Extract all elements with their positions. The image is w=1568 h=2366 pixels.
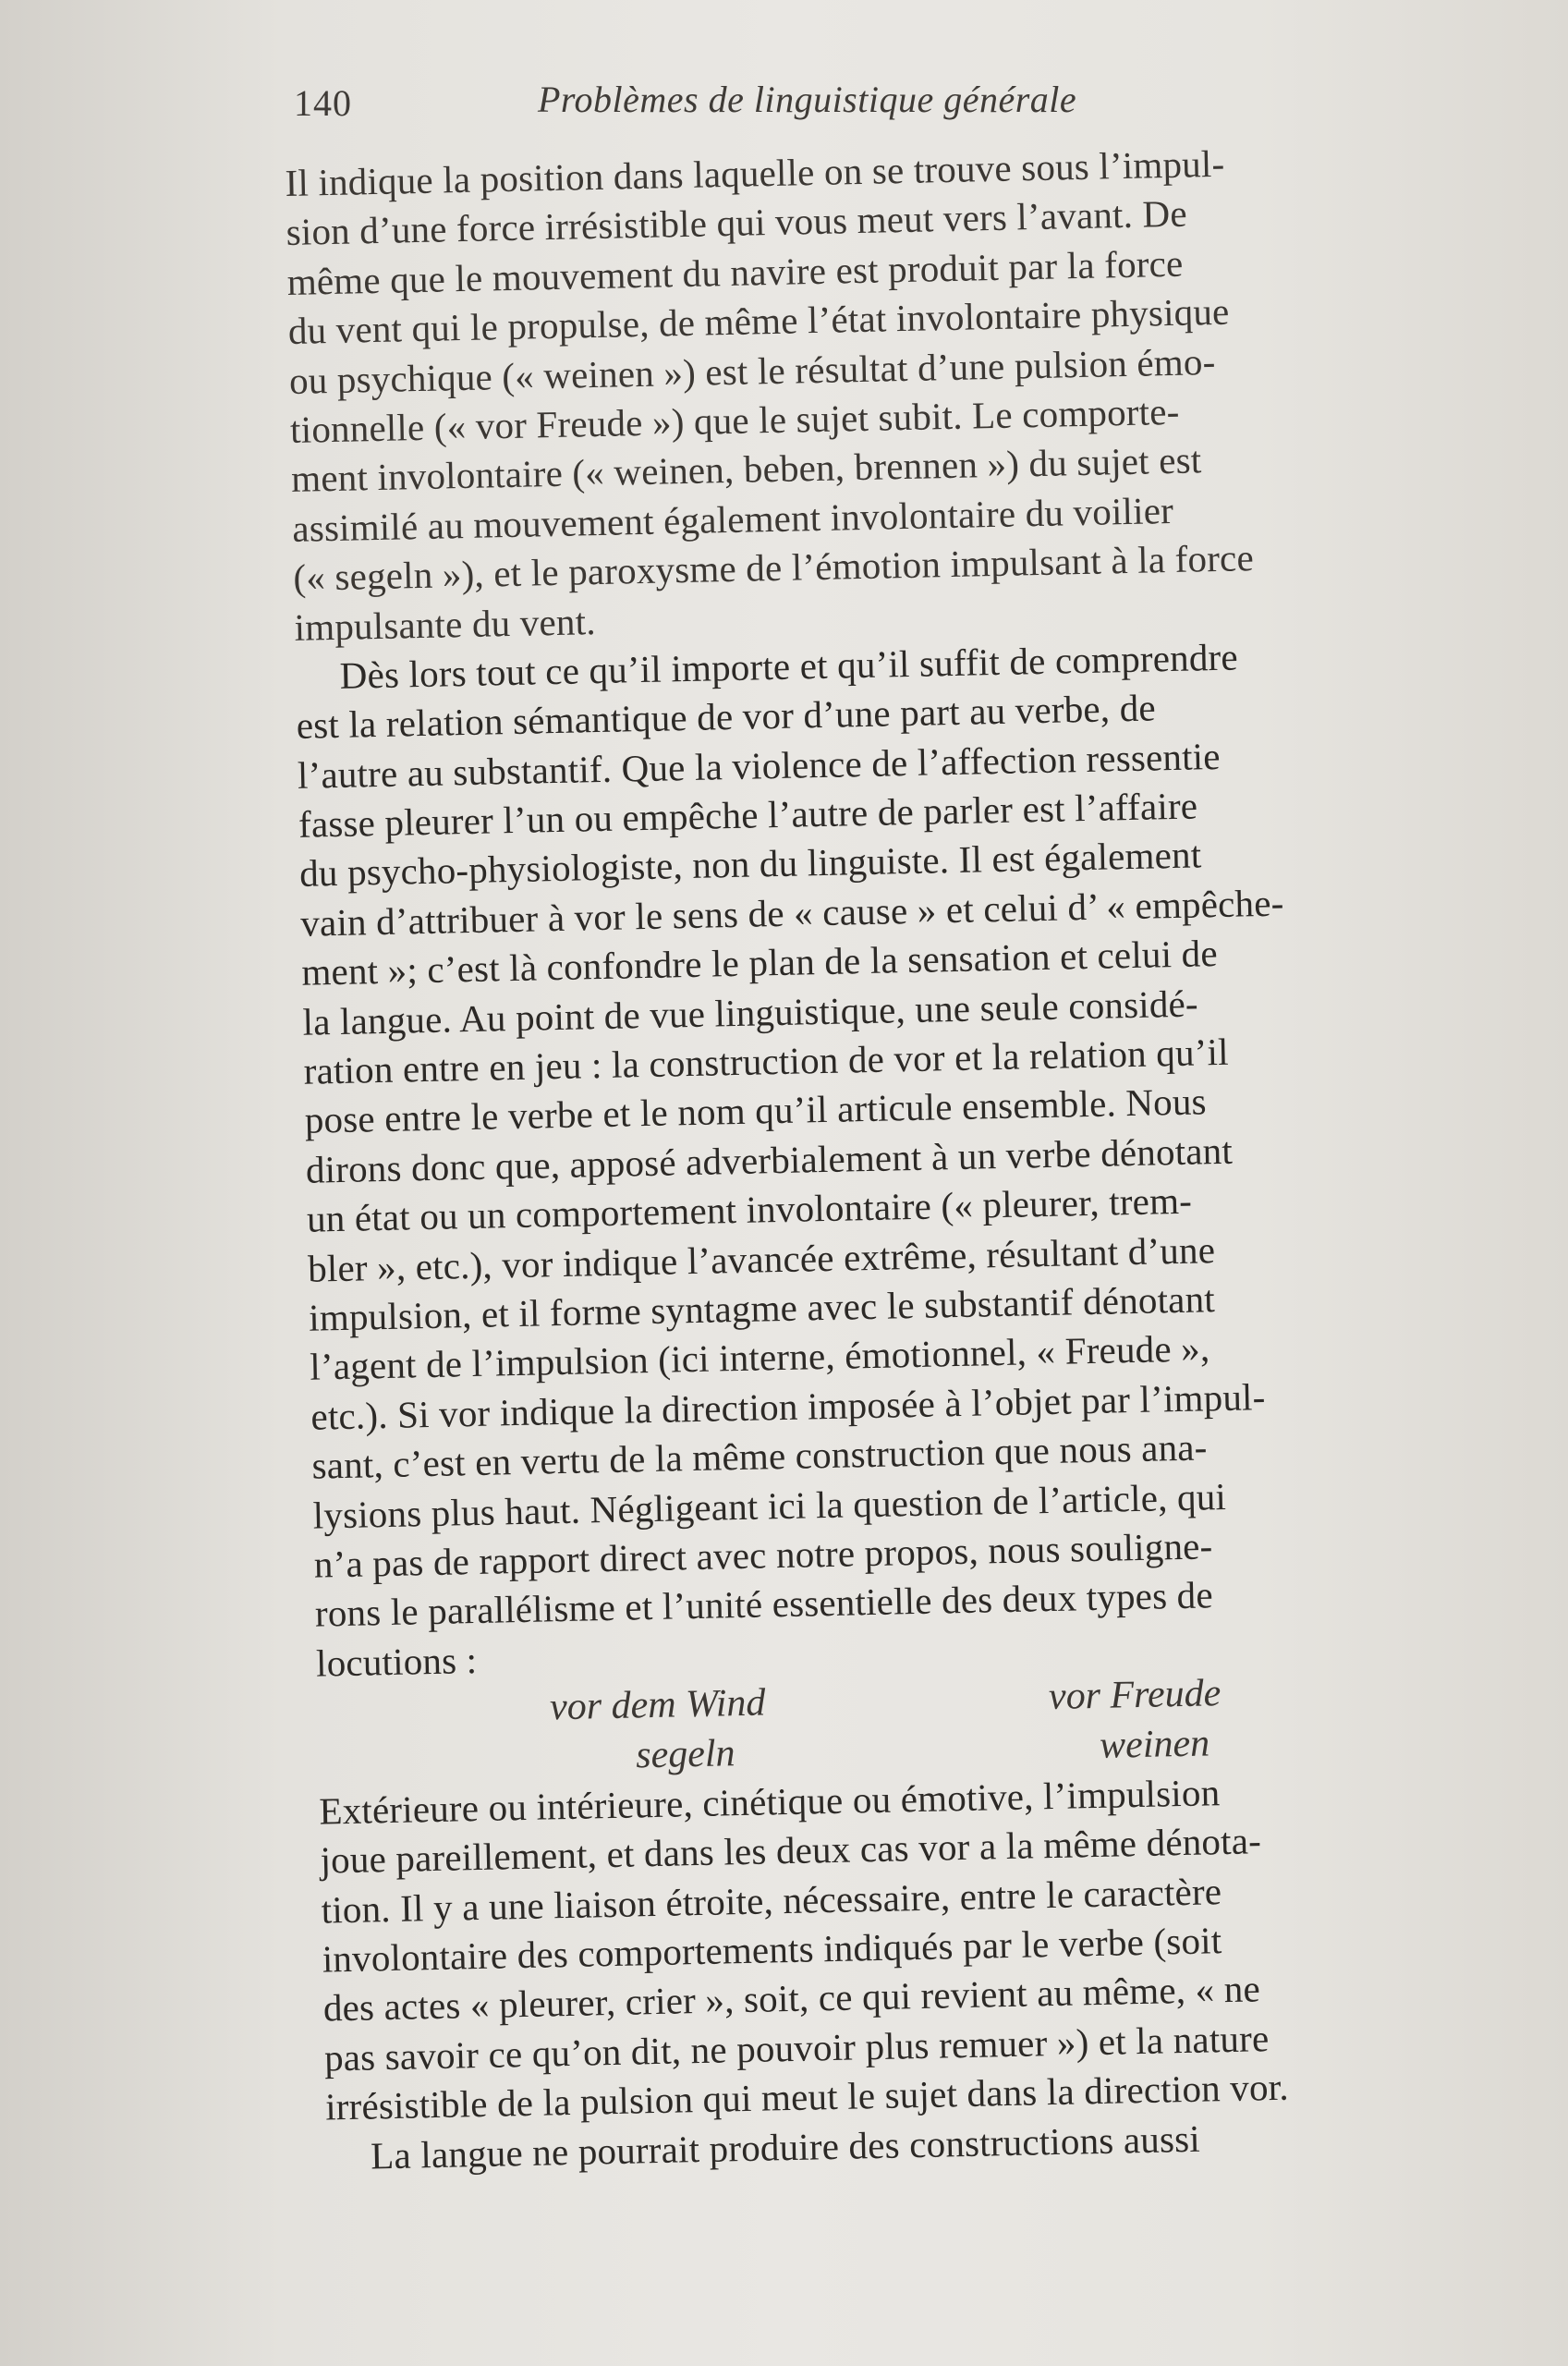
text-line: dirons donc que, apposé adverbialement à un verbe dénotant bbox=[305, 1128, 1234, 1191]
text-line: sion d’une force irrésistible qui vous meut vers l’avant. De bbox=[286, 191, 1188, 254]
text-line: fasse pleurer l’un ou empêche l’autre de parler est l’affaire bbox=[298, 784, 1198, 846]
text-line: irrésistible de la pulsion qui meut le sujet dans la direction vor. bbox=[324, 2065, 1290, 2128]
paragraph-start-line: La langue ne pourrait produire des constructions aussi bbox=[370, 2116, 1201, 2177]
example-left-line1: vor dem Wind bbox=[549, 1681, 766, 1729]
page-header bbox=[294, 81, 1218, 137]
text-line: locutions : bbox=[315, 1638, 478, 1685]
text-line: du psycho-physiologiste, non du linguiste. Il est également bbox=[298, 833, 1202, 896]
text-line: bler », etc.), vor indique l’avancée extrême, résultant d’une bbox=[307, 1227, 1216, 1290]
text-line: tion. Il y a une liaison étroite, nécessaire, entre le caractère bbox=[321, 1869, 1222, 1932]
text-line: du vent qui le propulse, de même l’état involontaire physique bbox=[287, 289, 1230, 353]
text-line: pas savoir ce qu’on dit, ne pouvoir plus remuer ») et la nature bbox=[323, 2016, 1270, 2079]
body-text bbox=[285, 134, 1519, 2182]
text-line: sant, c’est en vertu de la même construction que nous ana- bbox=[311, 1425, 1208, 1487]
text-line: tionnelle (« vor Freude ») que le sujet subit. Le comporte- bbox=[289, 389, 1180, 451]
text-line: assimilé au mouvement également involontaire du voilier bbox=[291, 488, 1174, 550]
example-right-line2: weinen bbox=[1099, 1721, 1210, 1767]
example-right-line1: vor Freude bbox=[1048, 1672, 1222, 1719]
text-line: est la relation sémantique de vor d’une part au verbe, de bbox=[296, 686, 1157, 748]
text-line: ment involontaire (« weinen, beben, brennen ») du sujet est bbox=[290, 438, 1202, 501]
paragraph-start-line: Dès lors tout ce qu’il importe et qu’il suffit de comprendre bbox=[339, 635, 1239, 697]
text-line: n’a pas de rapport direct avec notre propos, nous soulignе- bbox=[313, 1524, 1213, 1586]
text-line: Il indique la position dans laquelle on se trouve sous l’impul- bbox=[285, 141, 1225, 204]
text-line: involontaire des comportements indiqués par le verbe (soit bbox=[322, 1919, 1222, 1981]
text-line: (« segeln »), et le paroxysme de l’émotion impulsant à la force bbox=[293, 536, 1255, 600]
text-line: l’agent de l’impulsion (ici interne, émotionnel, « Freude », bbox=[309, 1326, 1210, 1389]
text-line: etc.). Si vor indique la direction imposée à l’objet par l’impul- bbox=[310, 1374, 1266, 1438]
text-line: l’autre au substantif. Que la violence de l’affection ressentie bbox=[297, 734, 1222, 797]
text-line: la langue. Au point de vue linguistique, une seule considé- bbox=[302, 982, 1199, 1043]
text-line: vain d’attribuer à vor le sens de « cause » et celui d’ « empêche- bbox=[299, 881, 1284, 945]
example-left-line2: segeln bbox=[635, 1731, 736, 1776]
text-line: impulsante du vent. bbox=[294, 599, 597, 649]
text-line: rons le parallélisme et l’unité essentielle des deux types de bbox=[314, 1573, 1214, 1635]
text-line: ou psychique (« weinen ») est le résultat d’une pulsion émo- bbox=[288, 339, 1216, 402]
text-line: un état ou un comportement involontaire (« pleurer, trem- bbox=[306, 1178, 1193, 1240]
page-number: 140 bbox=[294, 82, 352, 124]
text-line: des actes « pleurer, crier », soit, ce qui revient au même, « ne bbox=[322, 1967, 1261, 2031]
text-line: ment »; c’est là confondre le plan de la sensation et celui de bbox=[300, 932, 1219, 994]
text-line: même que le mouvement du navire est produit par la force bbox=[286, 241, 1184, 303]
text-line: ration entre en jeu : la construction de vor et la relation qu’il bbox=[303, 1030, 1230, 1092]
running-title: Problèmes de linguistique générale bbox=[538, 79, 1077, 120]
text-line: pose entre le verbe et le nom qu’il articule ensemble. Nous bbox=[304, 1079, 1208, 1142]
text-line: joue pareillement, et dans les deux cas vor a la même dénota- bbox=[320, 1819, 1262, 1882]
text-line: lysions plus haut. Négligeant ici la question de l’article, qui bbox=[312, 1474, 1227, 1537]
text-line: impulsion, et il forme syntagme avec le substantif dénotant bbox=[308, 1277, 1216, 1339]
text-line: Extérieure ou intérieure, cinétique ou émotive, l’impulsion bbox=[318, 1771, 1221, 1833]
